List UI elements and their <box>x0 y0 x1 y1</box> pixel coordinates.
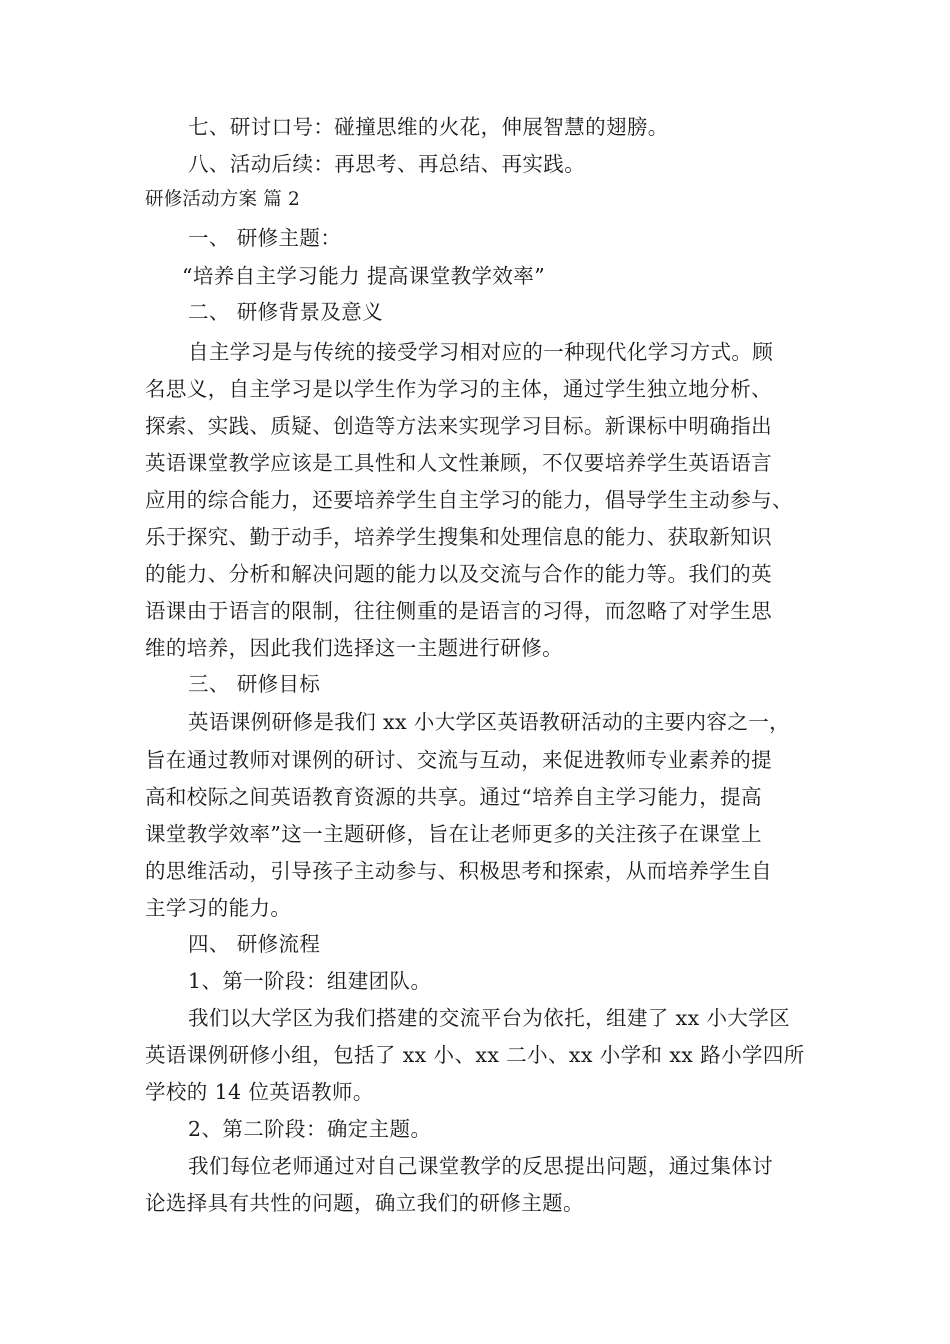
stage-1-line: 学校的 14 位英语教师。 <box>145 1080 374 1104</box>
section-3-title: 三、 研修目标 <box>188 672 321 696</box>
section-2-line: 语课由于语言的限制，往往侧重的是语言的习得，而忽略了对学生思 <box>145 599 772 623</box>
item-8-followup: 八、活动后续：再思考、再总结、再实践。 <box>188 152 586 176</box>
stage-1-title: 1、第一阶段：组建团队。 <box>188 969 432 993</box>
section-3-line: 英语课例研修是我们 xx 小大学区英语教研活动的主要内容之一， <box>188 710 791 734</box>
item-7-slogan: 七、研讨口号：碰撞思维的火花，伸展智慧的翅膀。 <box>188 115 669 139</box>
section-2-line: 乐于探究、勤于动手，培养学生搜集和处理信息的能力、获取新知识 <box>145 525 772 549</box>
section-3-line: 旨在通过教师对课例的研讨、交流与互动，来促进教师专业素养的提 <box>145 748 772 772</box>
stage-1-line: 我们以大学区为我们搭建的交流平台为依托，组建了 xx 小大学区 <box>188 1006 791 1030</box>
stage-2-line: 论选择具有共性的问题，确立我们的研修主题。 <box>145 1191 584 1215</box>
stage-2-title: 2、第二阶段：确定主题。 <box>188 1117 432 1141</box>
section-3-line: 主学习的能力。 <box>145 896 292 920</box>
stage-2-line: 我们每位老师通过对自己课堂教学的反思提出问题，通过集体讨 <box>188 1154 774 1178</box>
section-1-title: 一、 研修主题： <box>188 226 342 250</box>
section-2-line: 的能力、分析和解决问题的能力以及交流与合作的能力等。我们的英 <box>145 562 772 586</box>
section-2-line: 探索、实践、质疑、创造等方法来实现学习目标。新课标中明确指出 <box>145 414 772 438</box>
section-2-line: 名思义，自主学习是以学生作为学习的主体，通过学生独立地分析、 <box>145 377 772 401</box>
section-4-title: 四、 研修流程 <box>188 932 321 956</box>
section-3-line: 课堂教学效率”这一主题研修，旨在让老师更多的关注孩子在课堂上 <box>145 822 762 846</box>
section-3-line: 的思维活动，引导孩子主动参与、积极思考和探索，从而培养学生自 <box>145 859 772 883</box>
section-1-theme: “培养自主学习能力 提高课堂教学效率” <box>182 264 546 288</box>
plan-heading: 研修活动方案 篇 2 <box>145 189 301 210</box>
section-2-line: 英语课堂教学应该是工具性和人文性兼顾，不仅要培养学生英语语言 <box>145 451 772 475</box>
section-2-line: 应用的综合能力，还要培养学生自主学习的能力，倡导学生主动参与、 <box>145 488 793 512</box>
section-2-line: 维的培养，因此我们选择这一主题进行研修。 <box>145 636 563 660</box>
section-3-line: 高和校际之间英语教育资源的共享。通过“培养自主学习能力，提高 <box>145 785 762 809</box>
section-2-title: 二、 研修背景及意义 <box>188 300 384 324</box>
section-2-line: 自主学习是与传统的接受学习相对应的一种现代化学习方式。顾 <box>188 340 774 364</box>
stage-1-line: 英语课例研修小组，包括了 xx 小、xx 二小、xx 小学和 xx 路小学四所 <box>145 1043 805 1067</box>
